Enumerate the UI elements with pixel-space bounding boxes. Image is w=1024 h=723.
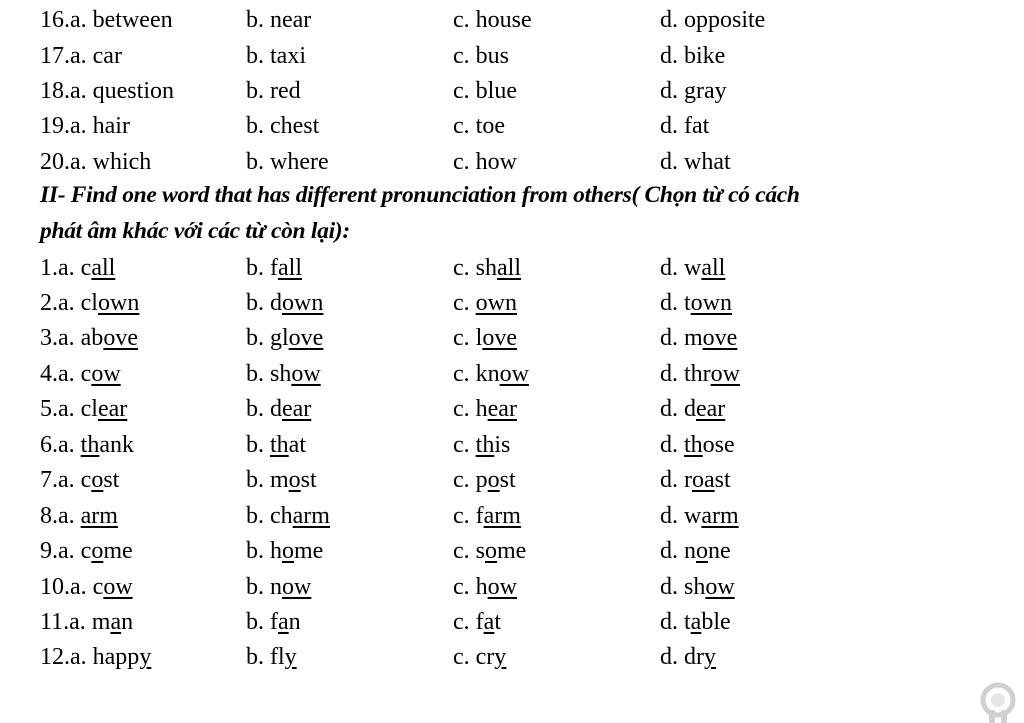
option-c: c. some [453, 538, 527, 564]
option-c: c. how [453, 149, 517, 175]
question-row-1 [0, 251, 1024, 285]
option-c: c. bus [453, 43, 509, 69]
section-heading-line1: II- Find one word that has different pronunciation from others( Chọn từ có cách [40, 182, 800, 208]
question-row-11 [0, 605, 1024, 639]
option-d: d. dry [660, 644, 716, 670]
option-a: 19.a. hair [40, 113, 130, 139]
option-b: b. show [246, 361, 321, 387]
option-b: b. most [246, 467, 317, 493]
option-a: 1.a. call [40, 255, 116, 281]
option-b: b. fall [246, 255, 302, 281]
option-c: c. farm [453, 503, 521, 529]
option-b: b. near [246, 7, 312, 33]
question-row-4 [0, 357, 1024, 391]
option-c: c. house [453, 7, 532, 33]
option-c: c. cry [453, 644, 507, 670]
question-row-8 [0, 499, 1024, 533]
option-d: d. none [660, 538, 731, 564]
option-d: d. table [660, 609, 731, 635]
option-c: c. shall [453, 255, 521, 281]
option-c: c. love [453, 325, 517, 351]
option-a: 8.a. arm [40, 503, 118, 529]
question-row-12 [0, 640, 1024, 674]
option-a: 11.a. man [40, 609, 134, 635]
option-d: d. town [660, 290, 733, 316]
option-d: d. bike [660, 43, 726, 69]
option-b: b. that [246, 432, 306, 458]
option-b: b. taxi [246, 43, 306, 69]
option-a: 20.a. which [40, 149, 152, 175]
option-d: d. fat [660, 113, 710, 139]
option-d: d. roast [660, 467, 731, 493]
section-heading-line2: phát âm khác với các từ còn lại): [40, 218, 350, 244]
option-b: b. dear [246, 396, 312, 422]
option-b: b. home [246, 538, 324, 564]
option-c: c. own [453, 290, 517, 316]
question-row-6 [0, 428, 1024, 462]
option-c: c. toe [453, 113, 505, 139]
option-a: 17.a. car [40, 43, 122, 69]
option-b: b. fan [246, 609, 301, 635]
option-b: b. now [246, 574, 312, 600]
question-row-10 [0, 570, 1024, 604]
option-b: b. red [246, 78, 301, 104]
question-row-17 [0, 39, 1024, 73]
option-b: b. glove [246, 325, 324, 351]
option-b: b. where [246, 149, 329, 175]
option-c: c. how [453, 574, 517, 600]
question-row-16 [0, 3, 1024, 37]
option-b: b. down [246, 290, 324, 316]
option-a: 12.a. happy [40, 644, 152, 670]
option-d: d. dear [660, 396, 726, 422]
question-row-18 [0, 74, 1024, 108]
watermark-logo-icon [978, 680, 1018, 723]
option-b: b. chest [246, 113, 320, 139]
option-a: 9.a. come [40, 538, 133, 564]
option-d: d. warm [660, 503, 739, 529]
option-a: 6.a. thank [40, 432, 134, 458]
option-a: 16.a. between [40, 7, 173, 33]
option-a: 7.a. cost [40, 467, 120, 493]
option-b: b. fly [246, 644, 297, 670]
question-row-3 [0, 321, 1024, 355]
option-a: 5.a. clear [40, 396, 128, 422]
question-row-7 [0, 463, 1024, 497]
option-a: 2.a. clown [40, 290, 140, 316]
option-c: c. hear [453, 396, 517, 422]
option-a: 4.a. cow [40, 361, 121, 387]
option-a: 3.a. above [40, 325, 138, 351]
option-a: 18.a. question [40, 78, 174, 104]
question-row-2 [0, 286, 1024, 320]
question-row-5 [0, 392, 1024, 426]
option-a: 10.a. cow [40, 574, 133, 600]
option-d: d. move [660, 325, 738, 351]
option-d: d. show [660, 574, 735, 600]
option-c: c. post [453, 467, 516, 493]
question-row-20 [0, 145, 1024, 179]
option-d: d. throw [660, 361, 741, 387]
option-c: c. blue [453, 78, 517, 104]
option-c: c. fat [453, 609, 501, 635]
option-d: d. those [660, 432, 735, 458]
question-row-19 [0, 109, 1024, 143]
option-d: d. what [660, 149, 731, 175]
option-d: d. gray [660, 78, 727, 104]
option-c: c. know [453, 361, 529, 387]
question-row-9 [0, 534, 1024, 568]
option-d: d. opposite [660, 7, 766, 33]
option-b: b. charm [246, 503, 330, 529]
option-c: c. this [453, 432, 511, 458]
option-d: d. wall [660, 255, 726, 281]
